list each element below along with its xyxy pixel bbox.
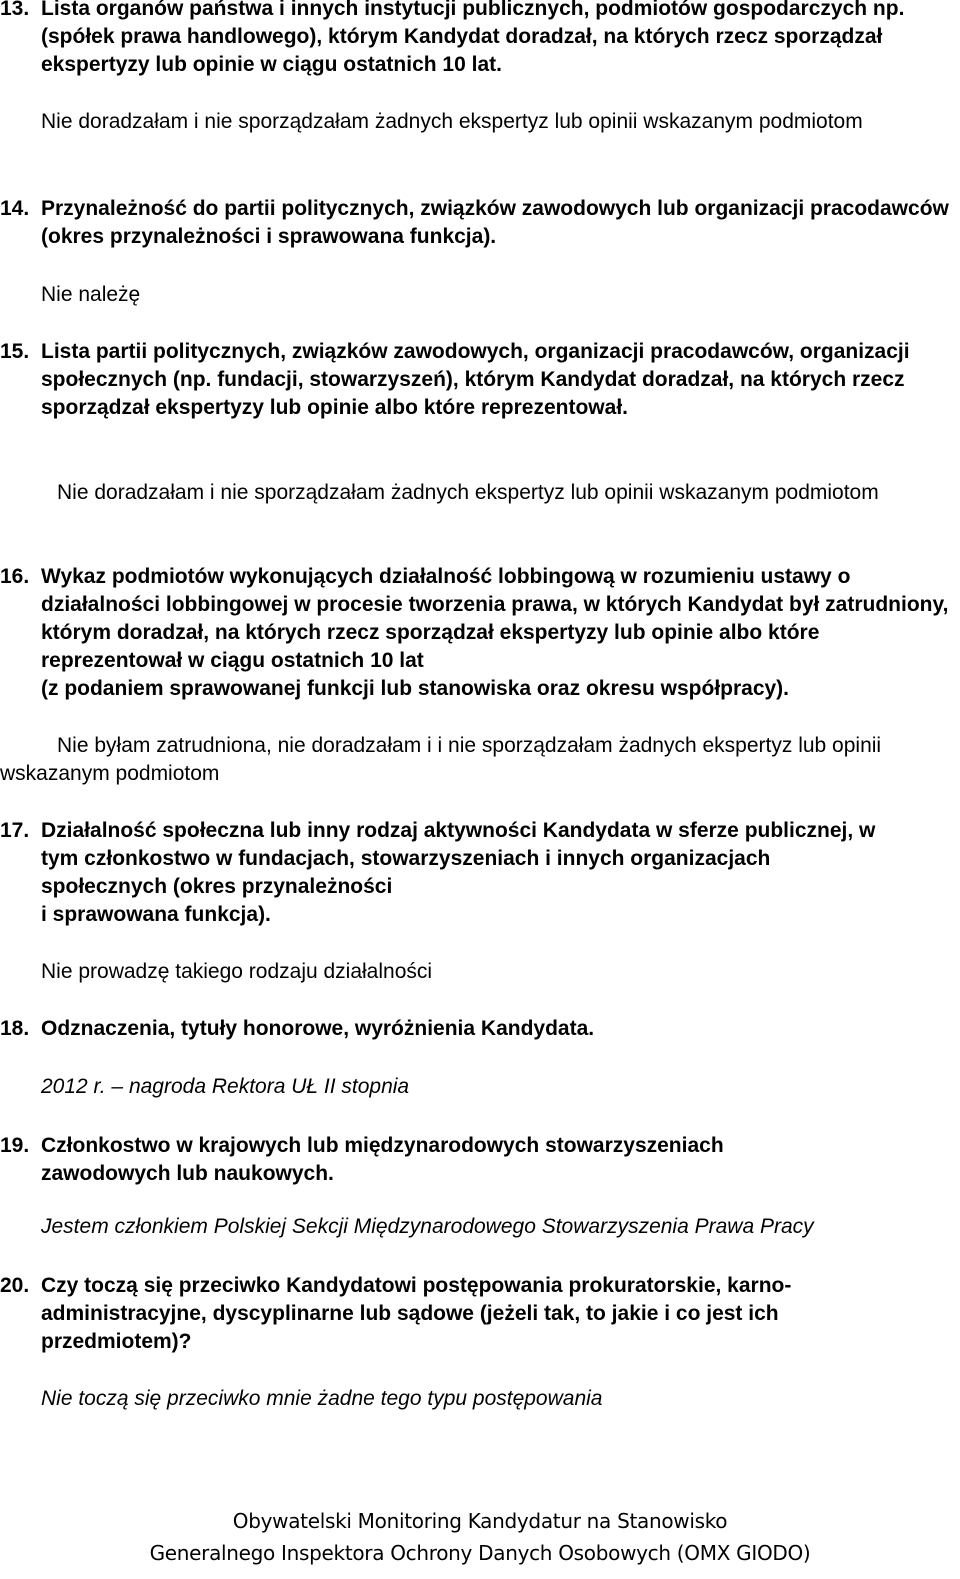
question-text: Lista partii politycznych, związków zawodowych, organizacji pracodawców, organizacji społecznych (np. fundacji, stowarzyszeń), którym Kandydat doradzał, na których rzecz sporządzał ekspertyzy lub opinie albo które reprezentował.	[41, 340, 910, 419]
question-number: 15.	[0, 340, 30, 363]
question-19	[0, 1132, 958, 1188]
question-13	[0, 0, 958, 79]
question-text-continued: i sprawowana funkcja).	[41, 903, 271, 926]
question-text: Czy toczą się przeciwko Kandydatowi postępowania prokuratorskie, karno-administracyjne, dyscyplinarne lub sądowe (jeżeli tak, to jakie i co jest ich przedmiotem)?	[41, 1274, 792, 1353]
question-16	[0, 563, 958, 703]
question-number: 20.	[0, 1274, 30, 1297]
question-text-continued: (z podaniem sprawowanej funkcji lub stanowiska oraz okresu współpracy).	[41, 677, 790, 700]
question-text: Lista organów państwa i innych instytucji publicznych, podmiotów gospodarczych np. (spółek prawa handlowego), którym Kandydat doradzał, na których rzecz sporządzał ekspertyzy lub opinie w ciągu ostatnich 10 lat.	[41, 0, 905, 76]
question-14	[0, 195, 958, 251]
question-number: 17.	[0, 819, 30, 842]
question-17	[0, 817, 958, 929]
answer-20: Nie toczą się przeciwko mnie żadne tego typu postępowania	[41, 1387, 603, 1410]
footer-line-1: Obywatelski Monitoring Kandydatur na Stanowisko	[232, 1509, 728, 1533]
question-text: Działalność społeczna lub inny rodzaj aktywności Kandydata w sferze publicznej, w tym członkostwo w fundacjach, stowarzyszeniach i innych organizacjach społecznych (okres przynależności	[41, 819, 876, 898]
question-number: 18.	[0, 1017, 30, 1040]
question-text: Przynależność do partii politycznych, związków zawodowych lub organizacji pracodawców (okres przynależności i sprawowana funkcja).	[41, 197, 949, 248]
answer-18: 2012 r. – nagroda Rektora UŁ II stopnia	[41, 1075, 410, 1098]
question-number: 14.	[0, 197, 30, 220]
question-text-block	[41, 817, 881, 929]
question-text: Odznaczenia, tytuły honorowe, wyróżnienia Kandydata.	[41, 1017, 595, 1040]
question-15	[0, 338, 958, 422]
question-number: 13.	[0, 0, 30, 20]
answer-13: Nie doradzałam i nie sporządzałam żadnych ekspertyz lub opinii wskazanym podmiotom	[41, 110, 863, 133]
question-18	[0, 1015, 958, 1043]
answer-14: Nie należę	[41, 283, 141, 306]
answer-19: Jestem członkiem Polskiej Sekcji Międzynarodowego Stowarzyszenia Prawa Pracy	[41, 1215, 814, 1238]
answer-16: Nie byłam zatrudniona, nie doradzałam i i nie sporządzałam żadnych ekspertyz lub opinii wskazanym podmiotom	[0, 734, 882, 785]
page-footer	[0, 1505, 960, 1569]
question-number: 19.	[0, 1134, 30, 1157]
answer-17: Nie prowadzę takiego rodzaju działalności	[41, 960, 433, 983]
question-text: Członkostwo w krajowych lub międzynarodowych stowarzyszeniach zawodowych lub naukowych.	[41, 1134, 724, 1185]
footer-line-2: Generalnego Inspektora Ochrony Danych Osobowych (OMX GIODO)	[149, 1541, 811, 1565]
answer-15: Nie doradzałam i nie sporządzałam żadnych ekspertyz lub opinii wskazanym podmiotom	[57, 481, 879, 504]
question-text-block	[41, 563, 958, 703]
question-number: 16.	[0, 565, 30, 588]
question-20	[0, 1272, 958, 1356]
question-text: Wykaz podmiotów wykonujących działalność lobbingową w rozumieniu ustawy o działalności lobbingowej w procesie tworzenia prawa, w których Kandydat był zatrudniony, którym doradzał, na których rzecz sporządzał ekspertyzy lub opinie albo które reprezentował w ciągu ostatnich 10 lat	[41, 565, 949, 672]
